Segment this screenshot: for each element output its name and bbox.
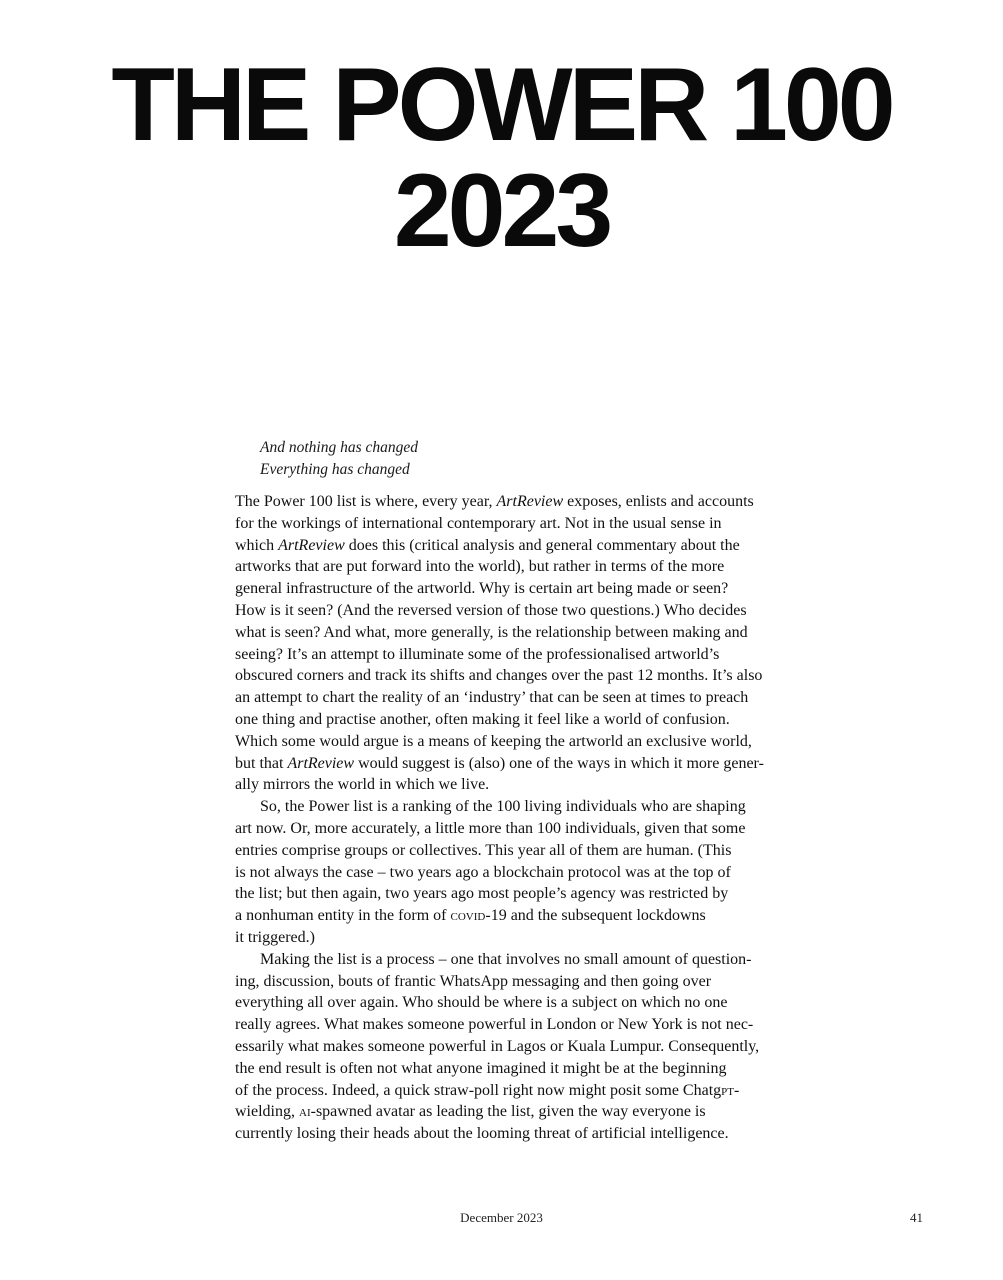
body-line: seeing? It’s an attempt to illuminate some of the professionalised artworld’s: [235, 645, 720, 663]
publication-name: ArtReview: [278, 536, 345, 554]
body-line: The Power 100 list is where, every year, ArtReview exposes, enlists and accounts: [235, 493, 754, 510]
body-line: wielding, ai-spawned avatar as leading the list, given the way everyone is: [235, 1103, 706, 1121]
body-line: one thing and practise another, often making it feel like a world of confusion.: [235, 710, 730, 728]
body-line: essarily what makes someone powerful in Lagos or Kuala Lumpur. Consequently,: [235, 1037, 760, 1055]
body-line: a nonhuman entity in the form of covid-19 and the subsequent lockdowns: [235, 907, 706, 925]
epigraph: [260, 437, 660, 481]
epigraph-line: Everything has changed: [260, 461, 410, 478]
body-line: is not always the case – two years ago a blockchain protocol was at the top of: [235, 863, 731, 881]
body-line: ing, discussion, bouts of frantic WhatsApp messaging and then going over: [235, 972, 712, 990]
body-line: entries comprise groups or collectives. This year all of them are human. (This: [235, 841, 732, 859]
body-line: currently losing their heads about the looming threat of artificial intelligence.: [235, 1125, 729, 1143]
publication-name: ArtReview: [287, 754, 355, 772]
body-line: artworks that are put forward into the world), but rather in terms of the more: [235, 558, 725, 576]
body-line: art now. Or, more accurately, a little more than 100 individuals, given that some: [235, 819, 746, 837]
small-caps-term: covid: [450, 907, 486, 925]
publication-name: ArtReview: [496, 493, 564, 510]
footer-date: December 2023: [460, 1210, 543, 1225]
body-line: Making the list is a process – one that involves no small amount of question-: [260, 950, 752, 968]
body-line: it triggered.): [235, 928, 315, 946]
body-line: How is it seen? (And the reversed version of those two questions.) Who decides: [235, 601, 747, 619]
article-body: [235, 491, 795, 1145]
page-number: 41: [910, 1210, 923, 1225]
body-line: the list; but then again, two years ago most people’s agency was restricted by: [235, 885, 729, 903]
body-line: Which some would argue is a means of keeping the artworld an exclusive world,: [235, 732, 752, 750]
body-line: which ArtReview does this (critical analysis and general commentary about the: [235, 536, 740, 554]
body-line: ally mirrors the world in which we live.: [235, 776, 490, 794]
body-line: the end result is often not what anyone imagined it might be at the beginning: [235, 1059, 727, 1077]
epigraph-line: And nothing has changed: [260, 439, 418, 456]
body-line: an attempt to chart the reality of an ‘industry’ that can be seen at times to preach: [235, 689, 749, 707]
body-line: of the process. Indeed, a quick straw-poll right now might posit some Chatgpt-: [235, 1081, 740, 1099]
body-line: really agrees. What makes someone powerful in London or New York is not nec-: [235, 1016, 754, 1034]
body-line: for the workings of international contemporary art. Not in the usual sense in: [235, 514, 722, 532]
small-caps-term: pt: [721, 1081, 734, 1099]
body-line: general infrastructure of the artworld. Why is certain art being made or seen?: [235, 580, 729, 598]
body-line: everything all over again. Who should be where is a subject on which no one: [235, 994, 728, 1012]
body-line: So, the Power list is a ranking of the 100 living individuals who are shaping: [260, 798, 746, 816]
small-caps-term: ai: [299, 1103, 311, 1121]
page-title-line-2: 2023: [393, 153, 610, 269]
page-title-line-1: THE POWER 100: [111, 47, 892, 163]
page-title: [0, 47, 1003, 269]
body-line: but that ArtReview would suggest is (also) one of the ways in which it more gener-: [235, 754, 764, 772]
body-line: what is seen? And what, more generally, is the relationship between making and: [235, 623, 748, 641]
body-line: obscured corners and track its shifts and changes over the past 12 months. It’s also: [235, 667, 763, 685]
